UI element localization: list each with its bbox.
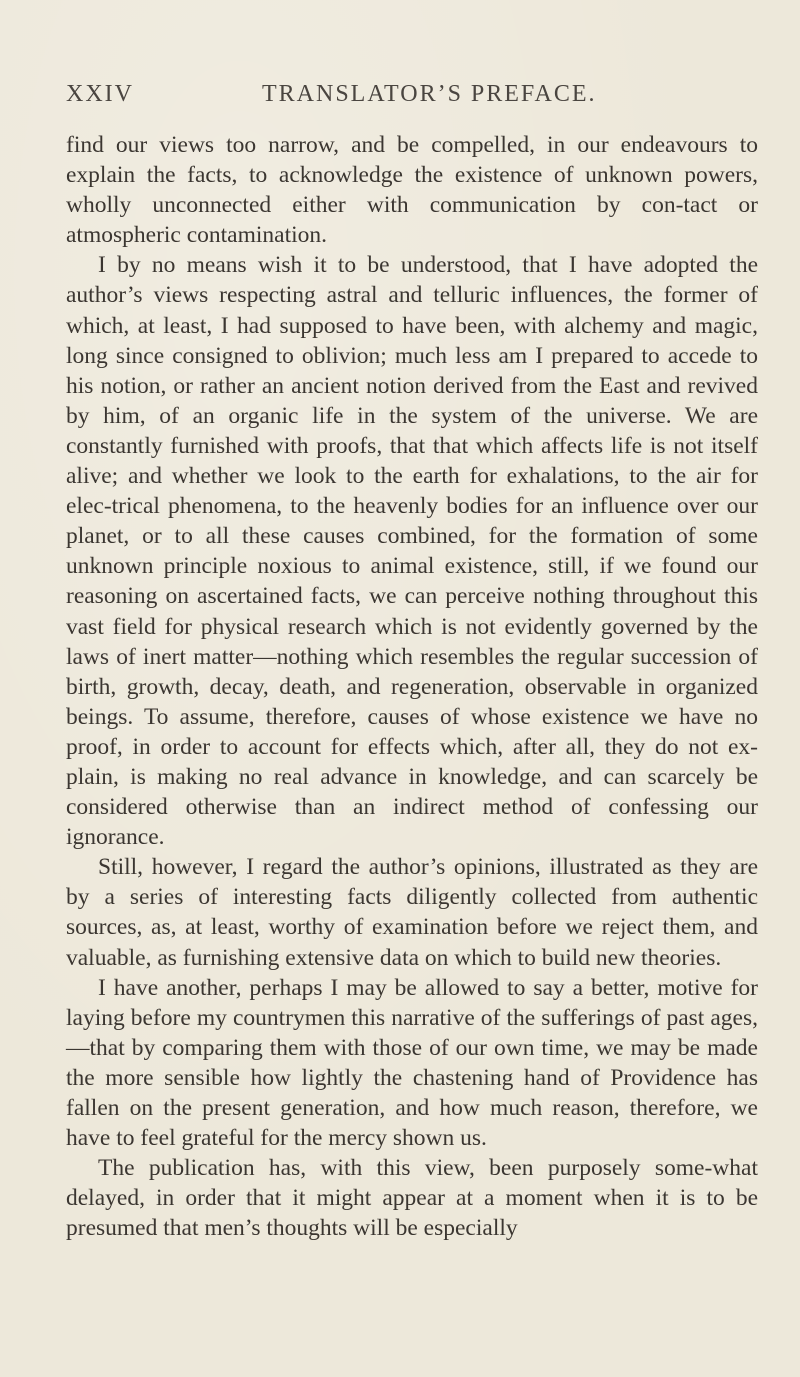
running-head <box>66 81 756 111</box>
page-number: XXIV <box>66 81 134 107</box>
paragraph-astral-telluric: I by no means wish it to be understood, that I have adopted the author’s views respecting astral and telluric influences, the former of which, at least, I had supposed to have been, with alchemy and magic, long since consigned to oblivion; much less am I prepared to accede to his notion, or rather an ancient notion derived from the East and revived by him, of an organic life in the system of the universe. We are constantly furnished with proofs, that that which affects life is not itself alive; and whether we look to the earth for exhalations, to the air for elec-trical phenomena, to the heavenly bodies for an influence over our planet, or to all these causes combined, for the formation of some unknown principle noxious to animal existence, still, if we found our reasoning on ascertained facts, we can perceive nothing throughout this vast field for physical research which is not evidently governed by the laws of inert matter—nothing which resembles the regular succession of birth, growth, decay, death, and regeneration, observable in organized beings. To assume, therefore, causes of whose existence we have no proof, in order to account for effects which, after all, they do not ex-plain, is making no real advance in knowledge, and can scarcely be considered otherwise than an indirect method of confessing our ignorance. <box>66 252 758 851</box>
paragraph-continuation: find our views too narrow, and be compelled, in our endeavours to explain the facts, to acknowledge the existence of unknown powers, wholly unconnected either with communication by con-tact or atmospheric contamination. <box>66 132 758 249</box>
body-text <box>66 130 758 1243</box>
running-title: TRANSLATOR’S PREFACE. <box>262 81 597 107</box>
paragraph-publication: The publication has, with this view, been purposely some-what delayed, in order that it might appear at a moment when it is to be presumed that men’s thoughts will be especially <box>66 1155 758 1242</box>
paragraph-motive: I have another, perhaps I may be allowed to say a better, motive for laying before my countrymen this narrative of the sufferings of past ages,—that by comparing them with those of our own time, we may be made the more sensible how lightly the chastening hand of Providence has fallen on the present generation, and how much reason, therefore, we have to feel grateful for the mercy shown us. <box>66 974 758 1152</box>
paragraph-opinions-regard: Still, however, I regard the author’s opinions, illustrated as they are by a series of interesting facts diligently collected from authentic sources, as, at least, worthy of examination before we reject them, and valuable, as furnishing extensive data on which to build new theories. <box>66 854 758 971</box>
